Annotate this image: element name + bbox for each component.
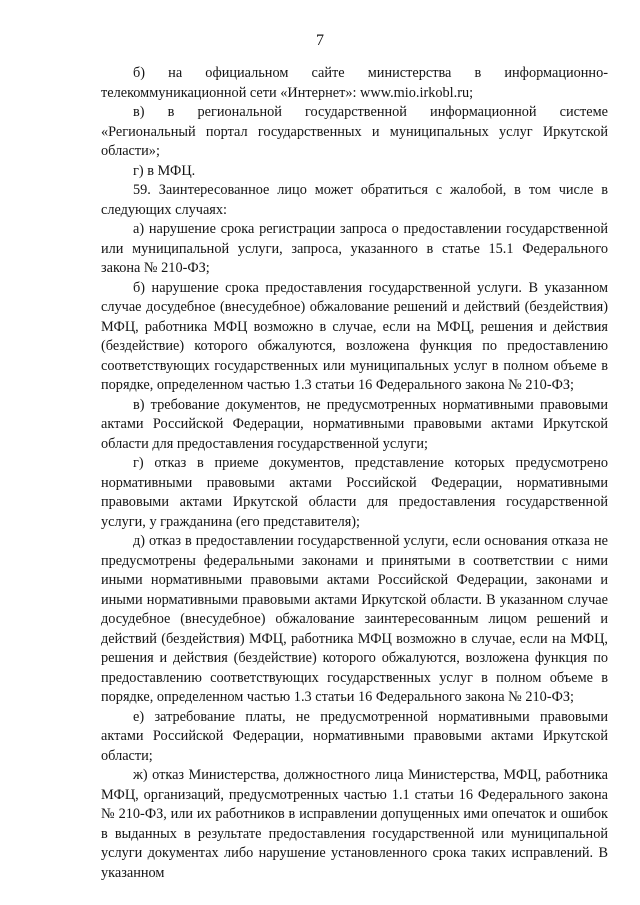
paragraph-b-official-site: б) на официальном сайте министерства в информационно-телекоммуникационной сети «Интернет»: www.mio.irkobl.ru;	[101, 65, 608, 101]
page-number: 7	[316, 32, 324, 49]
paragraph-case-g: г) отказ в приеме документов, представление которых предусмотрено нормативными правовыми актами Российской Федерации, нормативными правовыми актами Иркутской области для предоставления государственной услуги, у гражданина (его представителя);	[101, 455, 608, 530]
paragraph-case-zh: ж) отказ Министерства, должностного лица Министерства, МФЦ, работника МФЦ, организаций, предусмотренных частью 1.1 статьи 16 Федерального закона № 210-ФЗ, или их работников в исправлении допущенных ими опечаток и ошибок в выданных в результате предоставления государственной или муниципальной услуги документах либо нарушение установленного срока таких исправлений. В указанном	[101, 767, 608, 881]
paragraph-case-b: б) нарушение срока предоставления государственной услуги. В указанном случае досудебное (внесудебное) обжалование решений и действий (бездействия) МФЦ, работника МФЦ возможно в случае, если на МФЦ, решения и действия (бездействие) которого обжалуются, возложена функция по предоставлению соответствующих государственных или муниципальных услуг в полном объеме в порядке, определенном частью 1.3 статьи 16 Федерального закона № 210-ФЗ;	[101, 279, 608, 393]
paragraph-case-e: е) затребование платы, не предусмотренной нормативными правовыми актами Российской Федерации, нормативными правовыми актами Иркутской области;	[101, 708, 608, 764]
paragraph-case-a: а) нарушение срока регистрации запроса о предоставлении государственной или муниципальной услуги, запроса, указанного в статье 15.1 Федерального закона № 210-ФЗ;	[101, 221, 608, 276]
paragraph-case-d: д) отказ в предоставлении государственной услуги, если основания отказа не предусмотрены федеральными законами и принятыми в соответствии с ними иными нормативными правовыми актами Российской Федерации, законами и иными нормативными правовыми актами Иркутской области. В указанном случае досудебное (внесудебное) обжалование заинтересованным лицом решений и действий (бездействия) МФЦ, работника МФЦ возможно в случае, если на МФЦ, решения и действия (бездействие) которого обжалуются, возложена функция по предоставлению соответствующих государственных услуг в полном объеме в порядке, определенном частью 1.3 статьи 16 Федерального закона № 210-ФЗ;	[101, 533, 608, 705]
paragraph-v-regional-portal: в) в региональной государственной информационной системе «Региональный портал государственных и муниципальных услуг Иркутской области»;	[101, 104, 608, 159]
paragraph-case-v: в) требование документов, не предусмотренных нормативными правовыми актами Российской Федерации, нормативными правовыми актами Иркутской области для предоставления государственной услуги;	[101, 396, 608, 452]
paragraph-g-mfc: г) в МФЦ.	[133, 162, 196, 179]
paragraph-59-complaint-cases: 59. Заинтересованное лицо может обратиться с жалобой, в том числе в следующих случаях:	[101, 182, 608, 218]
document-body	[101, 64, 608, 883]
